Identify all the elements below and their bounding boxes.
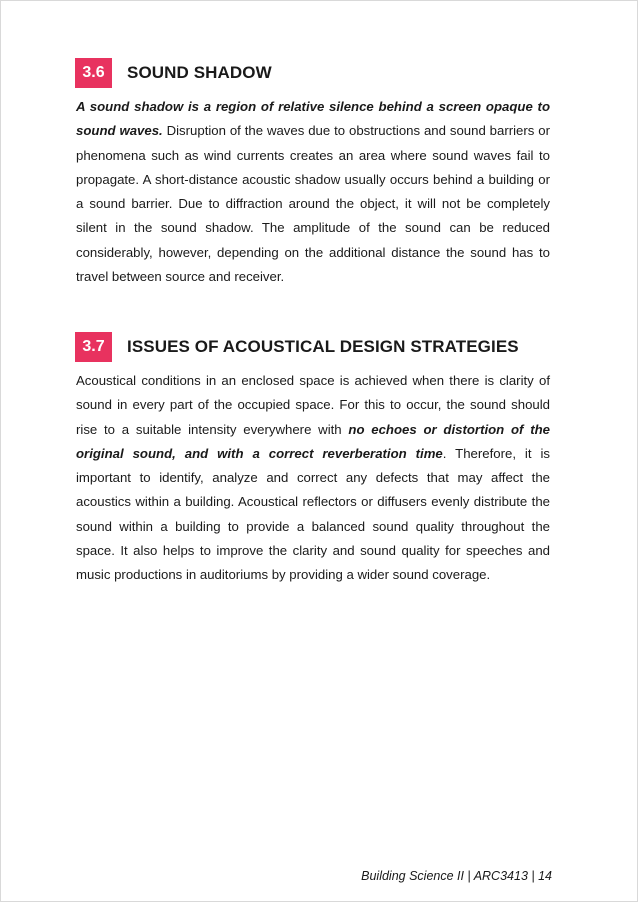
- body-text: Acoustical conditions in an enclosed space is achieved when there is clarity of sound in every part of the occupied space. For this to occur, the sound should rise to a suitable intensity everywhere with: [76, 373, 550, 437]
- emphasis-text: A sound shadow is a region of relative silence behind a screen opaque to sound waves.: [76, 99, 550, 139]
- section-paragraph-3-6: [76, 95, 550, 289]
- section-title: ISSUES OF ACOUSTICAL DESIGN STRATEGIES: [127, 337, 519, 356]
- section-paragraph-3-7: [76, 369, 550, 588]
- section-number: 3.6: [75, 58, 112, 88]
- section-title: SOUND SHADOW: [127, 63, 272, 82]
- section-header-3-7: [75, 332, 519, 362]
- page-footer: Building Science II | ARC3413 | 14: [361, 869, 552, 883]
- body-text: Disruption of the waves due to obstructions and sound barriers or phenomena such as wind currents creates an area where sound waves fail to propagate. A short-distance acoustic shadow usually occurs behind a building or a sound barrier. Due to diffraction around the object, it will not be completely silent in the sound shadow. The amplitude of the sound can be reduced considerably, however, depending on the additional distance the sound has to travel between source and receiver.: [76, 123, 550, 285]
- section-number: 3.7: [75, 332, 112, 362]
- body-text: . Therefore, it is important to identify, analyze and correct any defects that may affect the acoustics within a building. Acoustical reflectors or diffusers evenly distribute the sound within a building to provide a balanced sound quality throughout the space. It also helps to improve the clarity and sound quality for speeches and music productions in auditoriums by providing a wider sound coverage.: [76, 445, 550, 583]
- emphasis-text: no echoes or distortion of the original sound, and with a correct reverberation time: [76, 421, 550, 461]
- section-header-3-6: [75, 58, 272, 88]
